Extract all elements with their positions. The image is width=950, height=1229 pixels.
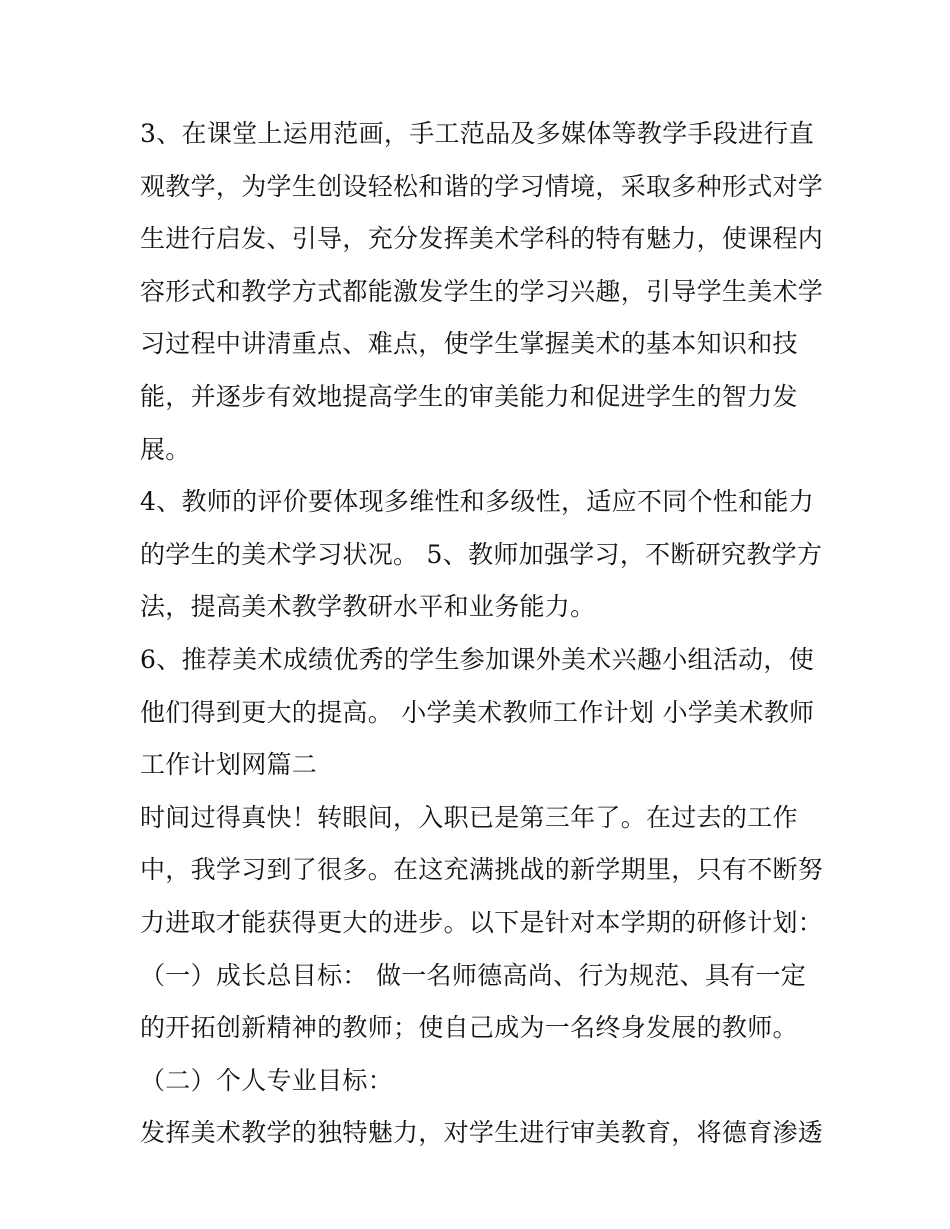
text-line: 发挥美术教学的独特魅力，对学生进行审美教育，将德育渗透: [140, 1118, 824, 1148]
text-line: 3、在课堂上运用范画，手工范品及多媒体等教学手段进行直: [140, 119, 815, 148]
text-line: 力进取才能获得更大的进步。以下是针对本学期的研修计划：: [140, 907, 824, 937]
text-line: 展。: [140, 434, 191, 464]
document-body: [140, 108, 824, 1160]
text-line: 习过程中讲清重点、难点，使学生掌握美术的基本知识和技: [140, 329, 798, 359]
text-line: 能，并逐步有效地提高学生的审美能力和促进学生的智力发: [140, 381, 798, 411]
text-line: 中，我学习到了很多。在这充满挑战的新学期里，只有不断努: [140, 855, 824, 885]
text-line: 法，提高美术教学教研水平和业务能力。: [140, 592, 596, 622]
text-line: 他们得到更大的提高。 小学美术教师工作计划 小学美术教师: [140, 697, 815, 727]
text-line: 观教学，为学生创设轻松和谐的学习情境，采取多种形式对学: [140, 171, 824, 201]
text-line: （二）个人专业目标：: [140, 1065, 394, 1095]
text-line: 生进行启发、引导，充分发挥美术学科的特有魅力，使课程内: [140, 224, 824, 254]
text-line: （一）成长总目标： 做一名师德高尚、行为规范、具有一定: [140, 960, 807, 990]
text-line: 6、推荐美术成绩优秀的学生参加课外美术兴趣小组活动，使: [140, 644, 815, 674]
text-line: 4、教师的评价要体现多维性和多级性，适应不同个性和能力: [140, 487, 815, 517]
text-line: 工作计划网篇二: [140, 750, 318, 780]
text-line: 容形式和教学方式都能激发学生的学习兴趣，引导学生美术学: [140, 276, 824, 306]
text-line: 的开拓创新精神的教师；使自己成为一名终身发展的教师。: [140, 1013, 798, 1043]
text-line: 时间过得真快！转眼间，入职已是第三年了。在过去的工作: [140, 802, 798, 832]
text-line: 的学生的美术学习状况。 5、教师加强学习，不断研究教学方: [140, 539, 823, 569]
